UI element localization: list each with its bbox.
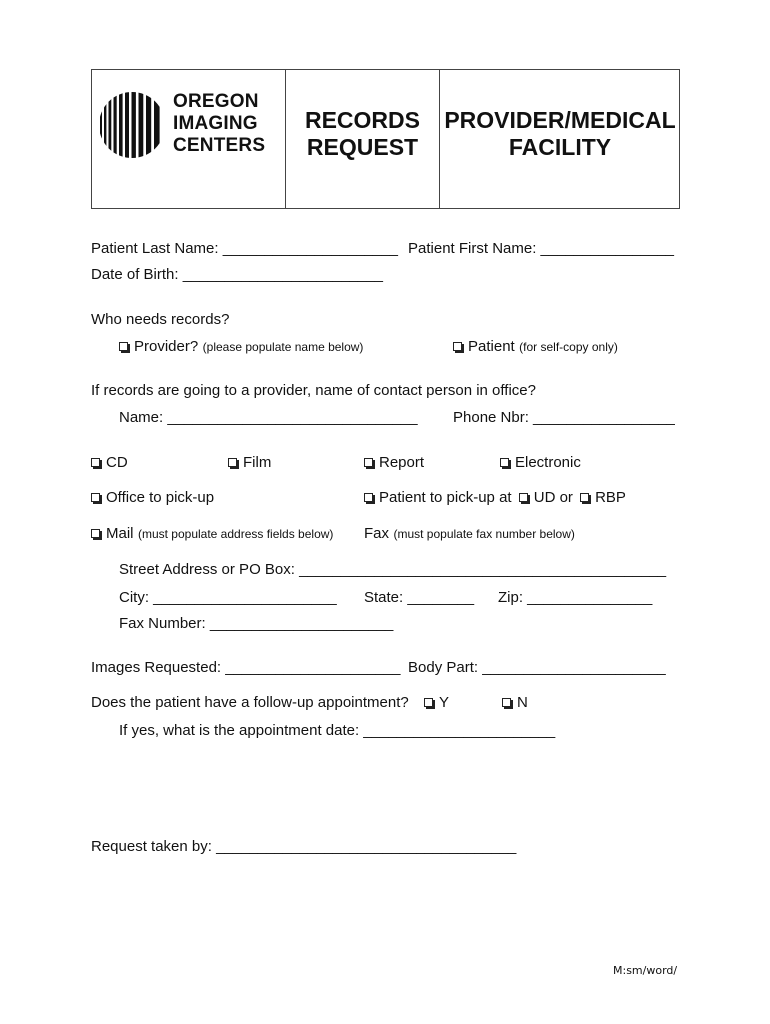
fax-option[interactable]: Fax (must populate fax number below): [364, 525, 575, 542]
logo-line-1: OREGON: [173, 91, 259, 112]
checkbox-icon[interactable]: [364, 458, 373, 467]
checkbox-icon[interactable]: [500, 458, 509, 467]
contact-question-label: If records are going to a provider, name of contact person in office?: [91, 382, 536, 399]
provider-option[interactable]: Provider? (please populate name below): [119, 338, 363, 356]
header-box: [91, 69, 680, 209]
checkbox-icon[interactable]: [364, 493, 373, 502]
film-option[interactable]: Film: [228, 454, 271, 471]
checkbox-icon[interactable]: [228, 458, 237, 467]
body-part-field[interactable]: Body Part: ______________________: [408, 659, 666, 676]
rbp-checkbox-icon[interactable]: [580, 493, 589, 502]
who-needs-records-label: Who needs records?: [91, 311, 230, 328]
patient-pickup-option[interactable]: Patient to pick-up at UD or RBP: [364, 489, 626, 506]
patient-option[interactable]: Patient (for self-copy only): [453, 338, 618, 356]
checkbox-icon[interactable]: [453, 342, 462, 351]
form-title: RECORDS REQUEST: [304, 107, 420, 160]
footer-path: M:sm/word/: [613, 964, 678, 977]
city-field[interactable]: City: ______________________: [119, 589, 337, 606]
date-of-birth-field[interactable]: Date of Birth: ________________________: [91, 266, 383, 283]
logo-line-2: IMAGING: [173, 113, 258, 134]
form-subtitle: PROVIDER/MEDICAL FACILITY: [444, 107, 676, 160]
electronic-option[interactable]: Electronic: [500, 454, 581, 471]
logo-mark-icon: [100, 90, 164, 160]
fax-number-field[interactable]: Fax Number: ______________________: [119, 615, 394, 632]
patient-last-name-field[interactable]: Patient Last Name: _____________________: [91, 240, 398, 257]
followup-no-option[interactable]: N: [502, 694, 528, 711]
state-field[interactable]: State: ________: [364, 589, 475, 606]
logo-line-3: CENTERS: [173, 135, 266, 156]
patient-first-name-field[interactable]: Patient First Name: ________________: [408, 240, 675, 257]
mail-option[interactable]: Mail (must populate address fields below): [91, 525, 333, 543]
office-pickup-option[interactable]: Office to pick-up: [91, 489, 214, 506]
checkbox-icon[interactable]: [502, 698, 511, 707]
followup-question-label: Does the patient have a follow-up appointment?: [91, 694, 409, 711]
checkbox-icon[interactable]: [424, 698, 433, 707]
appointment-date-field[interactable]: If yes, what is the appointment date: _______________________: [119, 722, 556, 739]
checkbox-icon[interactable]: [91, 529, 100, 538]
request-taken-by-field[interactable]: Request taken by: ____________________________________: [91, 838, 517, 855]
logo: [100, 88, 280, 163]
followup-yes-option[interactable]: Y: [424, 694, 449, 711]
contact-name-field[interactable]: Name: ______________________________: [119, 409, 418, 426]
street-address-field[interactable]: Street Address or PO Box: ____________________________________________: [119, 561, 667, 578]
checkbox-icon[interactable]: [91, 458, 100, 467]
images-requested-field[interactable]: Images Requested: _____________________: [91, 659, 401, 676]
cd-option[interactable]: CD: [91, 454, 128, 471]
phone-number-field[interactable]: Phone Nbr: _________________: [453, 409, 675, 426]
ud-checkbox-icon[interactable]: [519, 493, 528, 502]
zip-field[interactable]: Zip: _______________: [498, 589, 653, 606]
checkbox-icon[interactable]: [91, 493, 100, 502]
report-option[interactable]: Report: [364, 454, 424, 471]
checkbox-icon[interactable]: [119, 342, 128, 351]
